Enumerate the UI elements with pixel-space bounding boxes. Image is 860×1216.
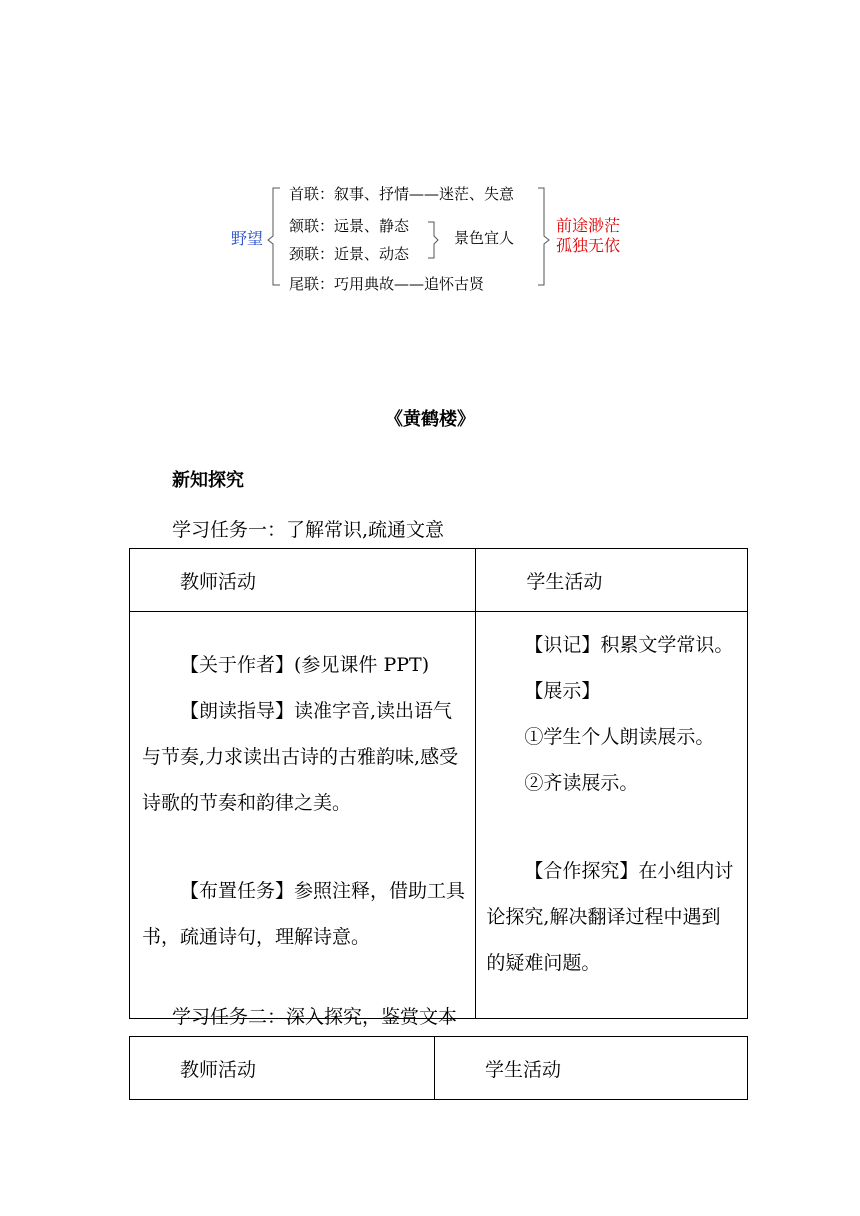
- diagram-brackets: [0, 0, 860, 320]
- middle-group: 景色宜人: [454, 229, 515, 247]
- teacher-para-1: 【关于作者】(参见课件 PPT): [180, 654, 430, 676]
- student-para-5: 【合作探究】在小组内讨论探究,解决翻译过程中遇到的疑难问题。: [486, 860, 734, 974]
- conclusion-line-1: 前途渺茫: [556, 216, 621, 235]
- task1-student-cell: [476, 612, 748, 1019]
- couplet-3: 颈联：近景、动态: [289, 245, 410, 263]
- conclusion-line-2: 孤独无依: [556, 236, 621, 255]
- teacher-para-3: 【布置任务】参照注释，借助工具书，疏通诗句，理解诗意。: [142, 880, 466, 948]
- task2-label: 学习任务二：深入探究，鉴赏文本: [172, 1006, 458, 1028]
- task2-table: [129, 1036, 748, 1100]
- task1-teacher-cell: [130, 612, 476, 1019]
- student-para-4: ②齐读展示。: [524, 772, 639, 794]
- diagram-root: 野望: [231, 229, 264, 248]
- task2-teacher-header: 教师活动: [130, 1037, 435, 1100]
- task1-table: [129, 548, 748, 1019]
- student-para-2: 【展示】: [524, 680, 601, 702]
- poem-title: 《黄鹤楼》: [385, 409, 475, 430]
- couplet-1: 首联：叙事、抒情——迷茫、失意: [289, 185, 515, 203]
- task1-label: 学习任务一：了解常识,疏通文意: [172, 519, 445, 541]
- student-para-1: 【识记】积累文学常识。: [524, 634, 734, 656]
- couplet-4: 尾联：巧用典故——追怀古贤: [289, 275, 485, 293]
- task1-student-header: 学生活动: [476, 549, 748, 612]
- section-heading: 新知探究: [172, 470, 244, 491]
- couplet-2: 颔联：远景、静态: [289, 217, 410, 235]
- structure-diagram: [0, 0, 860, 320]
- task1-teacher-header: 教师活动: [130, 549, 476, 612]
- student-para-3: ①学生个人朗读展示。: [524, 726, 715, 748]
- teacher-para-2: 【朗读指导】读准字音,读出语气与节奏,力求读出古诗的古雅韵味,感受诗歌的节奏和韵律之美。: [142, 700, 459, 814]
- task2-student-header: 学生活动: [435, 1037, 748, 1100]
